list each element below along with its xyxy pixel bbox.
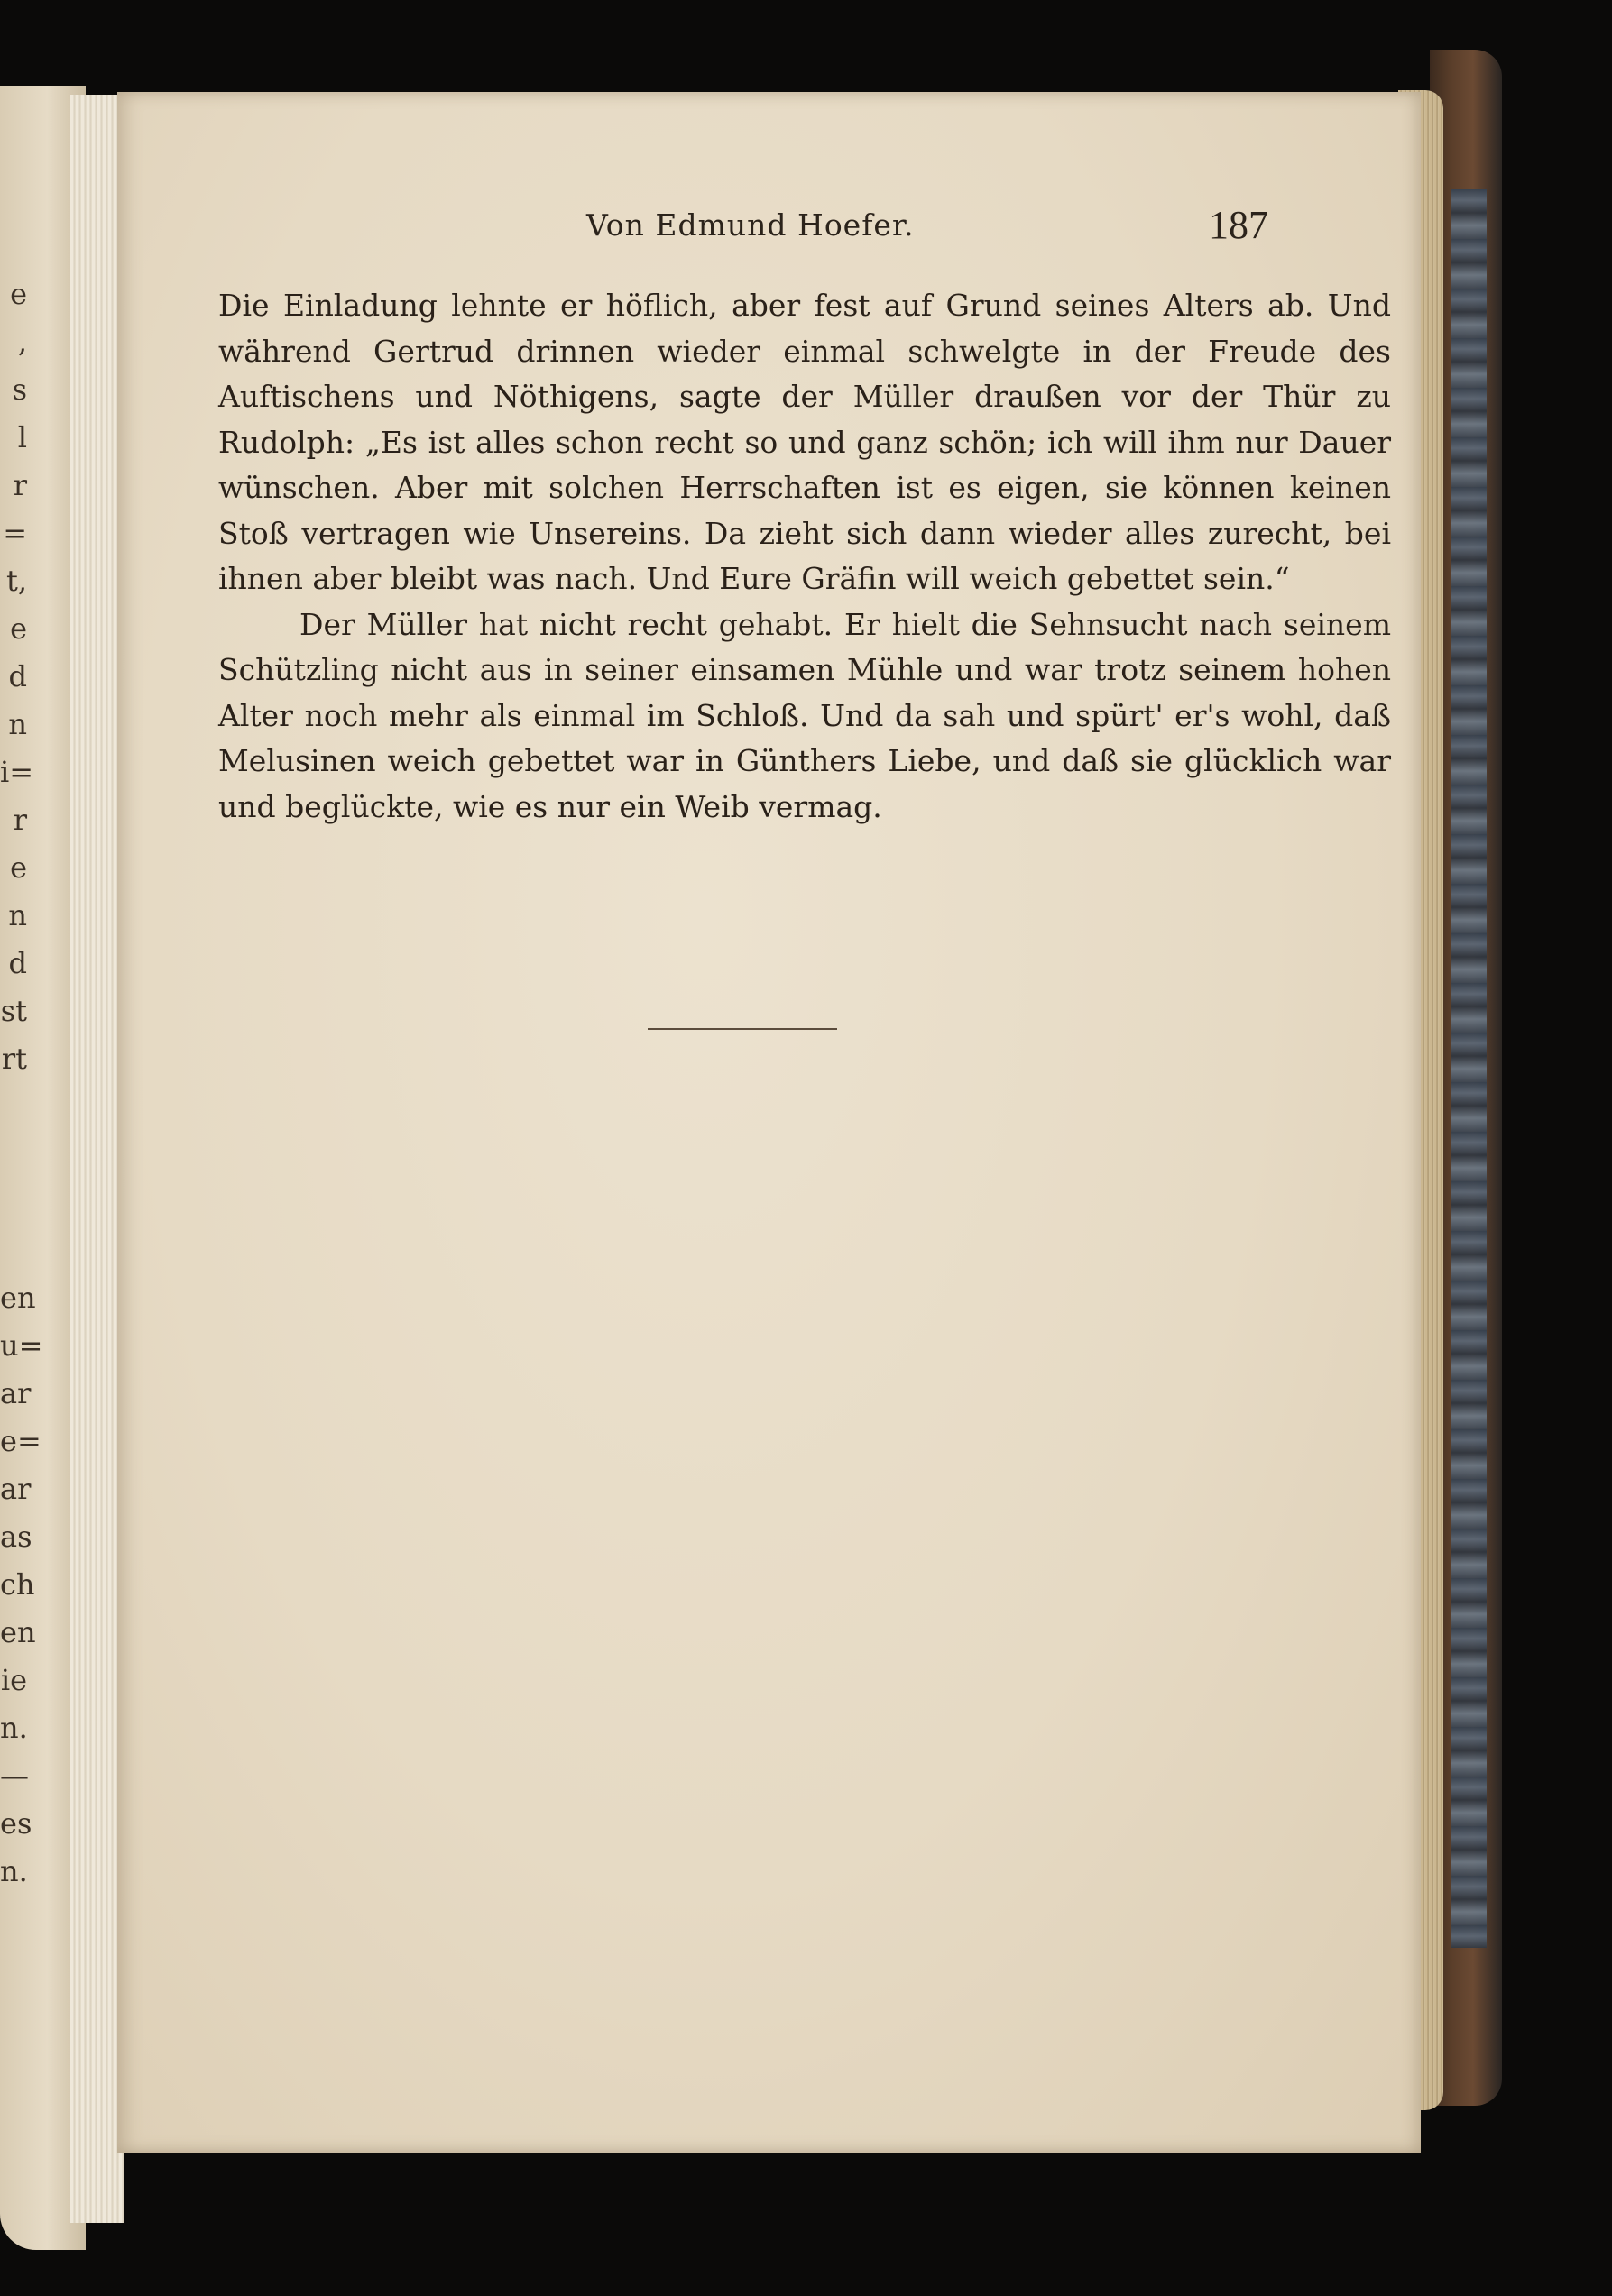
left-page-fragment: r bbox=[13, 803, 27, 837]
section-end-rule bbox=[648, 1028, 837, 1030]
previous-page-text-fragments bbox=[0, 271, 43, 1896]
left-page-fragment: n bbox=[8, 898, 27, 932]
left-page-fragment bbox=[0, 1179, 27, 1226]
left-page-fragment bbox=[0, 1131, 27, 1179]
left-page-fragment: n. bbox=[0, 1854, 28, 1888]
left-page-fragment bbox=[0, 1083, 27, 1131]
left-page-fragment: en bbox=[0, 1281, 36, 1315]
paragraph: Der Müller hat nicht recht gehabt. Er hielt die Sehnsucht nach seinem Schützling nicht aus in seiner einsamen Mühle und war trotz seinem hohen Alter noch mehr als einmal im Schloß. Und da sah und spürt' er's wohl, daß Melusinen weich gebettet war in Günthers Liebe, und daß sie glücklich war und beglückte, wie es nur ein Weib vermag. bbox=[218, 606, 1391, 824]
left-page-fragment: e bbox=[10, 277, 27, 311]
left-page-fragment: d bbox=[8, 946, 27, 980]
left-page-fragment: ie bbox=[0, 1663, 27, 1697]
left-page-fragment: e bbox=[10, 611, 27, 646]
book-page bbox=[117, 92, 1421, 2153]
left-page-fragment: — bbox=[0, 1759, 29, 1793]
running-head bbox=[117, 203, 1421, 262]
left-page-fragment: r bbox=[13, 468, 27, 502]
left-page-fragment: n bbox=[8, 707, 27, 741]
left-page-fragment: = bbox=[3, 516, 27, 550]
body-text bbox=[218, 283, 1391, 830]
left-page-fragment: e= bbox=[0, 1424, 41, 1458]
left-page-fragment: , bbox=[17, 325, 27, 359]
left-page-fragment: l bbox=[17, 420, 27, 455]
left-page-fragment: s bbox=[12, 372, 27, 407]
left-page-fragment: as bbox=[0, 1520, 32, 1554]
marbled-cover-edge bbox=[1451, 189, 1487, 1948]
left-page-fragment: i= bbox=[0, 755, 34, 789]
left-page-fragment: e bbox=[10, 850, 27, 885]
left-page-fragment: t, bbox=[5, 564, 27, 598]
left-page-fragment: ar bbox=[0, 1376, 32, 1410]
left-page-fragment: u= bbox=[0, 1328, 43, 1363]
left-page-fragment: rt bbox=[1, 1042, 27, 1076]
page-edges-left bbox=[70, 95, 124, 2223]
left-page-fragment: ch bbox=[0, 1567, 35, 1602]
left-page-fragment bbox=[0, 1226, 27, 1274]
page-number: 187 bbox=[1209, 203, 1268, 247]
left-page-fragment: en bbox=[0, 1615, 36, 1649]
left-page-fragment: st bbox=[0, 994, 27, 1028]
left-page-fragment: d bbox=[8, 659, 27, 693]
left-page-fragment: ar bbox=[0, 1472, 32, 1506]
paragraph: Die Einladung lehnte er höflich, aber fest auf Grund seines Alters ab. Und während Gertrud drinnen wieder einmal schwelgte in der Freude des Auftischens und Nöthigens, sagte der Müller draußen vor der Thür zu Rudolph: „Es ist alles schon recht so und ganz schön; ich will ihm nur Dauer wünschen. Aber mit solchen Herrschaften ist es eigen, sie können keinen Stoß vertragen wie Unsereins. Da zieht sich dann wieder alles zurecht, bei ihnen aber bleibt was nach. Und Eure Gräfin will weich gebettet sein.“ bbox=[218, 288, 1391, 596]
running-title: Von Edmund Hoefer. bbox=[586, 207, 915, 243]
left-page-fragment: n. bbox=[0, 1711, 28, 1745]
left-page-fragment: es bbox=[0, 1806, 32, 1841]
